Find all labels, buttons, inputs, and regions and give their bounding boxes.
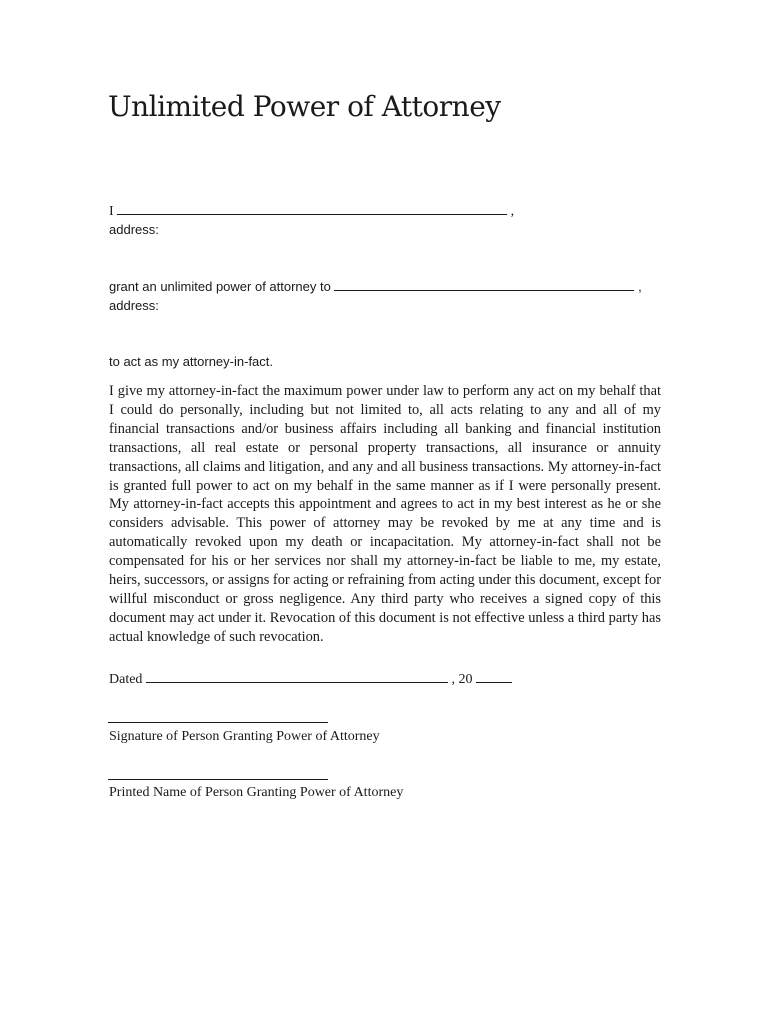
document-title: Unlimited Power of Attorney [108,90,501,123]
printed-name-line[interactable] [108,779,328,780]
grant-suffix: , [638,279,642,294]
grantor-line [109,202,514,221]
dated-line [109,670,512,689]
grant-line [109,277,642,296]
purpose-text: to act as my attorney-in-fact. [109,354,274,369]
date-blank[interactable] [146,670,448,683]
printed-name-label: Printed Name of Person Granting Power of Attorney [109,785,404,800]
dated-label: Dated [109,672,143,687]
grantor-suffix: , [510,204,515,219]
signature-line[interactable] [108,722,328,723]
year-separator: , 20 [451,672,473,687]
attorney-name-blank[interactable] [334,278,634,291]
attorney-address-label: address: [109,298,159,313]
body-paragraph: I give my attorney-in-fact the maximum power under law to perform any act on my behalf that I could do personally, including but not limited to, all acts relating to any and all of my financial transactions and/or business affairs including all banking and financial institution transactions, all real estate or personal property transactions, all insurance or annuity transactions, all claims and litigation, and any and all business transactions. My attorney-in-fact is granted full power to act on my behalf in the same manner as if I were personally present. My attorney-in-fact accepts this appointment and agrees to act in my best interest as he or she considers advisable. This power of attorney may be revoked by me at any time and is automatically revoked upon my death or incapacitation. My attorney-in-fact shall not be compensated for his or her services nor shall my attorney-in-fact be liable to me, my estate, heirs, successors, or assigns for acting or refraining from acting under this document, except for willful misconduct or gross negligence. Any third party who receives a signed copy of this document may act under it. Revocation of this document is not effective unless a third party has actual knowledge of such revocation. [109,383,661,645]
grantor-address-label: address: [109,222,159,237]
year-blank[interactable] [476,670,512,683]
grant-text: grant an unlimited power of attorney to [109,279,331,294]
signature-label: Signature of Person Granting Power of Attorney [109,729,380,744]
grantor-prefix: I [109,204,114,219]
grantor-name-blank[interactable] [117,202,507,215]
